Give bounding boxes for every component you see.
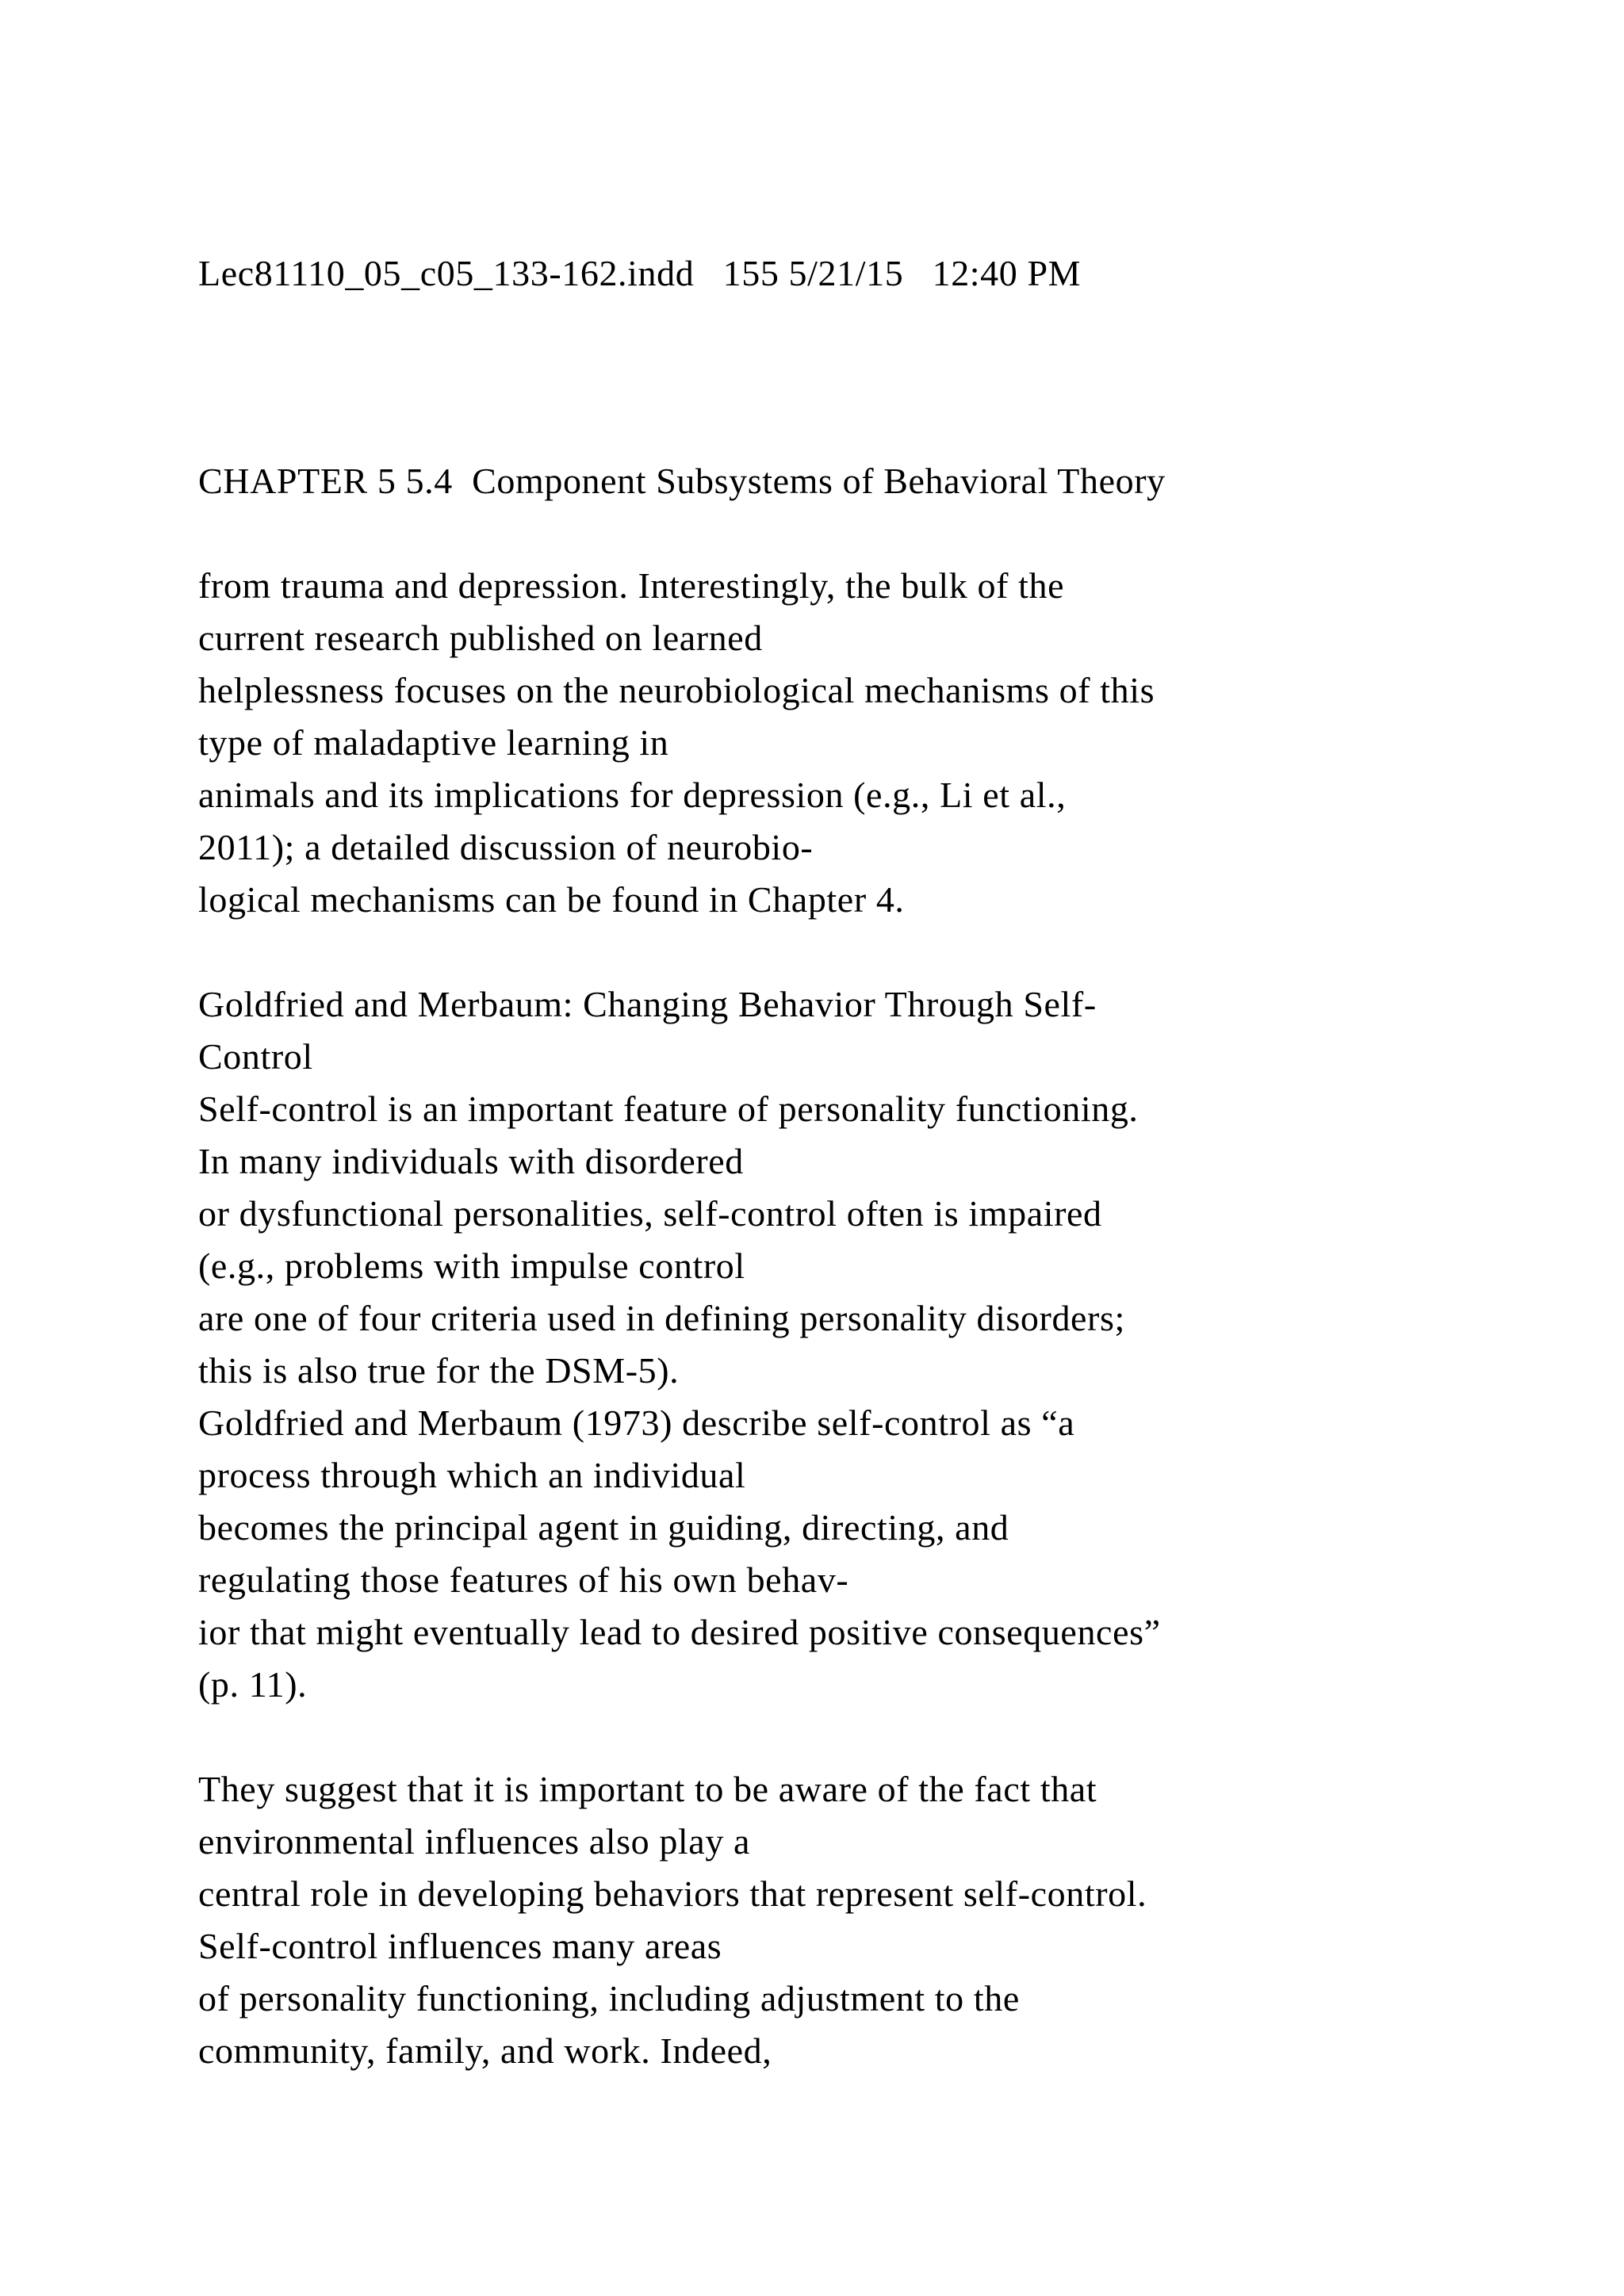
section-heading: Goldfried and Merbaum: Changing Behavior Through Self- [198,984,1097,1024]
body-line: regulating those features of his own behav- [198,1559,849,1600]
body-line: 2011); a detailed discussion of neurobio- [198,827,814,867]
body-line: animals and its implications for depression (e.g., Li et al., [198,775,1067,815]
body-line: Self-control is an important feature of personality functioning. [198,1089,1139,1129]
running-head: CHAPTER 5 5.4 Component Subsystems of Behavioral Theory [198,461,1166,501]
body-line: Goldfried and Merbaum (1973) describe self-control as “a [198,1402,1075,1443]
body-line: of personality functioning, including adjustment to the [198,1978,1020,2019]
body-line: Self-control influences many areas [198,1926,722,1966]
body-line: this is also true for the DSM-5). [198,1350,680,1391]
body-line: from trauma and depression. Interestingly, the bulk of the [198,565,1065,606]
body-line: current research published on learned [198,618,763,658]
body-line: type of maladaptive learning in [198,722,669,763]
body-line: helplessness focuses on the neurobiological mechanisms of this [198,670,1155,710]
body-line: ior that might eventually lead to desired positive consequences” [198,1612,1161,1652]
body-line: logical mechanisms can be found in Chapter 4. [198,879,905,920]
body-line: (p. 11). [198,1664,308,1705]
body-line: They suggest that it is important to be aware of the fact that [198,1769,1097,1809]
body-line: community, family, and work. Indeed, [198,2030,772,2071]
body-line: environmental influences also play a [198,1821,751,1862]
body-line: (e.g., problems with impulse control [198,1246,745,1286]
section-heading: Control [198,1036,313,1077]
body-line: In many individuals with disordered [198,1141,744,1181]
file-slug: Lec81110_05_c05_133-162.indd 155 5/21/15 12:40 PM [198,253,1082,293]
body-line: process through which an individual [198,1455,746,1495]
body-line: central role in developing behaviors that represent self-control. [198,1873,1147,1914]
body-line: becomes the principal agent in guiding, directing, and [198,1507,1009,1548]
body-line: or dysfunctional personalities, self-control often is impaired [198,1193,1102,1234]
body-line: are one of four criteria used in defining personality disorders; [198,1298,1125,1338]
